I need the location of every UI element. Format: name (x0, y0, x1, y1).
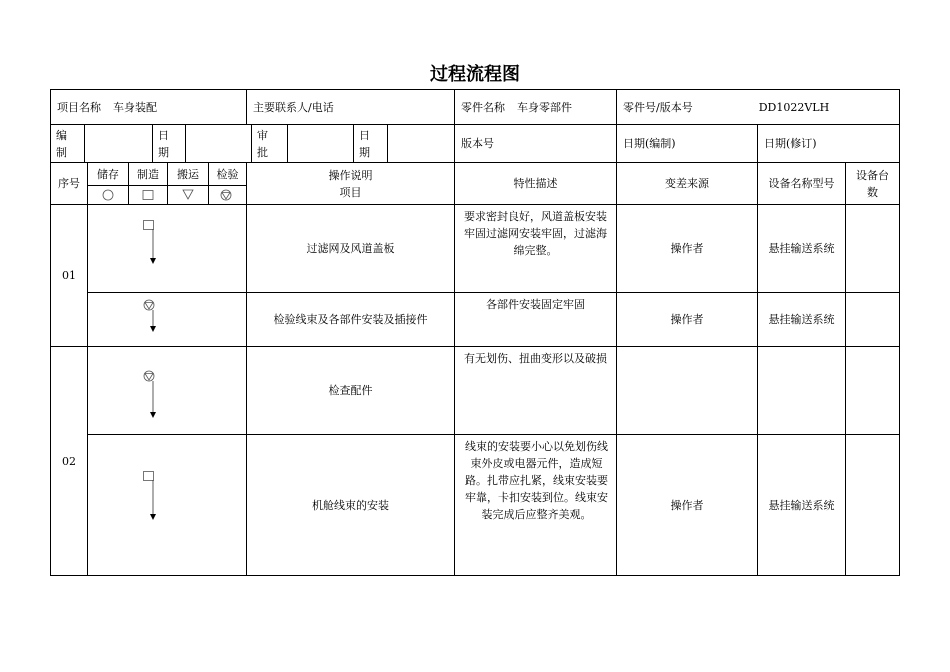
arrow-down-icon (150, 258, 156, 264)
step-3-equipment (758, 347, 845, 434)
col-equipment: 设备名称型号 (768, 177, 835, 190)
project-cell (51, 90, 246, 124)
inspect-circle-triangle-icon (144, 371, 154, 381)
arrow-down-icon (150, 514, 156, 520)
inspect-circle-triangle-icon (221, 190, 231, 200)
step-1-operation: 过滤网及风道盖板 (306, 242, 395, 255)
col-operation: 操作说明 项目 (328, 168, 373, 199)
symbol-legend (88, 186, 246, 204)
col-storage: 储存 (97, 167, 119, 181)
manufacture-square-icon (143, 191, 153, 200)
prepared-label: 编 制 (56, 128, 67, 159)
step-4-equipment: 悬挂输送系统 (768, 498, 835, 512)
inspect-circle-triangle-icon (144, 300, 154, 310)
step-2-variation-source: 操作者 (670, 313, 704, 326)
project-value: 车身装配 (113, 100, 157, 114)
step-4-operation: 机舱线束的安装 (312, 498, 389, 512)
step-3-variation-source (617, 347, 757, 434)
col-manufacture: 制造 (137, 167, 159, 181)
project-label: 项目名称 (57, 100, 101, 114)
col-inspect: 检验 (216, 167, 239, 181)
transport-triangle-icon (183, 190, 193, 199)
step-3-operation: 检查配件 (328, 384, 373, 397)
flow-symbol-step-1 (88, 205, 246, 292)
date-label: 日 期 (158, 128, 169, 159)
date2-label: 日 期 (359, 128, 370, 159)
step-1-characteristic: 要求密封良好，风道盖板安装牢固过滤网安装牢固，过滤海绵完整。 (464, 210, 607, 257)
step-4-variation-source: 操作者 (670, 498, 704, 512)
col-equipment-count: 设备台 数 (856, 168, 889, 199)
step-1-equipment: 悬挂输送系统 (768, 242, 835, 255)
reviewed-label: 审 批 (257, 128, 268, 159)
page-title: 过程流程图 (430, 64, 520, 85)
group-seq-02: 02 (62, 454, 76, 468)
part-no-value: DD1022VLH (758, 100, 830, 114)
part-name-label: 零件名称 (461, 100, 505, 114)
step-2-characteristic: 各部件安装固定牢固 (486, 298, 585, 311)
date-revised-label: 日期(修订) (764, 137, 817, 150)
version-label: 版本号 (461, 137, 494, 150)
manufacture-square-icon (144, 221, 154, 230)
col-variation-source: 变差来源 (665, 177, 709, 190)
storage-circle-icon (103, 190, 113, 200)
arrow-down-icon (150, 326, 156, 332)
arrow-down-icon (150, 412, 156, 418)
col-characteristic: 特性描述 (513, 177, 558, 190)
step-1-variation-source: 操作者 (670, 242, 704, 255)
step-4-characteristic: 线束的安装要小心以免划伤线束外皮或电器元件，造成短路。扎带应扎紧，线束安装要牢靠，卡扣安装到位。线束安装完成后应整齐美观。 (465, 440, 608, 521)
flow-symbol-step-4 (88, 435, 246, 575)
date-prepared-label: 日期(编制) (623, 137, 676, 150)
part-name-value: 车身零部件 (517, 100, 572, 114)
step-3-characteristic: 有无划伤、扭曲变形以及破损 (464, 352, 607, 365)
part-no-cell (617, 90, 899, 124)
flow-symbol-step-3 (88, 347, 246, 434)
flow-symbol-step-2 (88, 293, 246, 346)
step-2-equipment: 悬挂输送系统 (768, 313, 835, 326)
part-no-label: 零件号/版本号 (623, 100, 693, 114)
contact-label: 主要联系人/电话 (253, 100, 334, 114)
group-seq-01: 01 (62, 269, 76, 282)
step-2-operation: 检验线束及各部件安装及插接件 (273, 313, 428, 326)
col-seq: 序号 (58, 177, 80, 190)
col-transport: 搬运 (177, 167, 199, 181)
part-name-cell (455, 90, 616, 124)
manufacture-square-icon (144, 472, 154, 481)
